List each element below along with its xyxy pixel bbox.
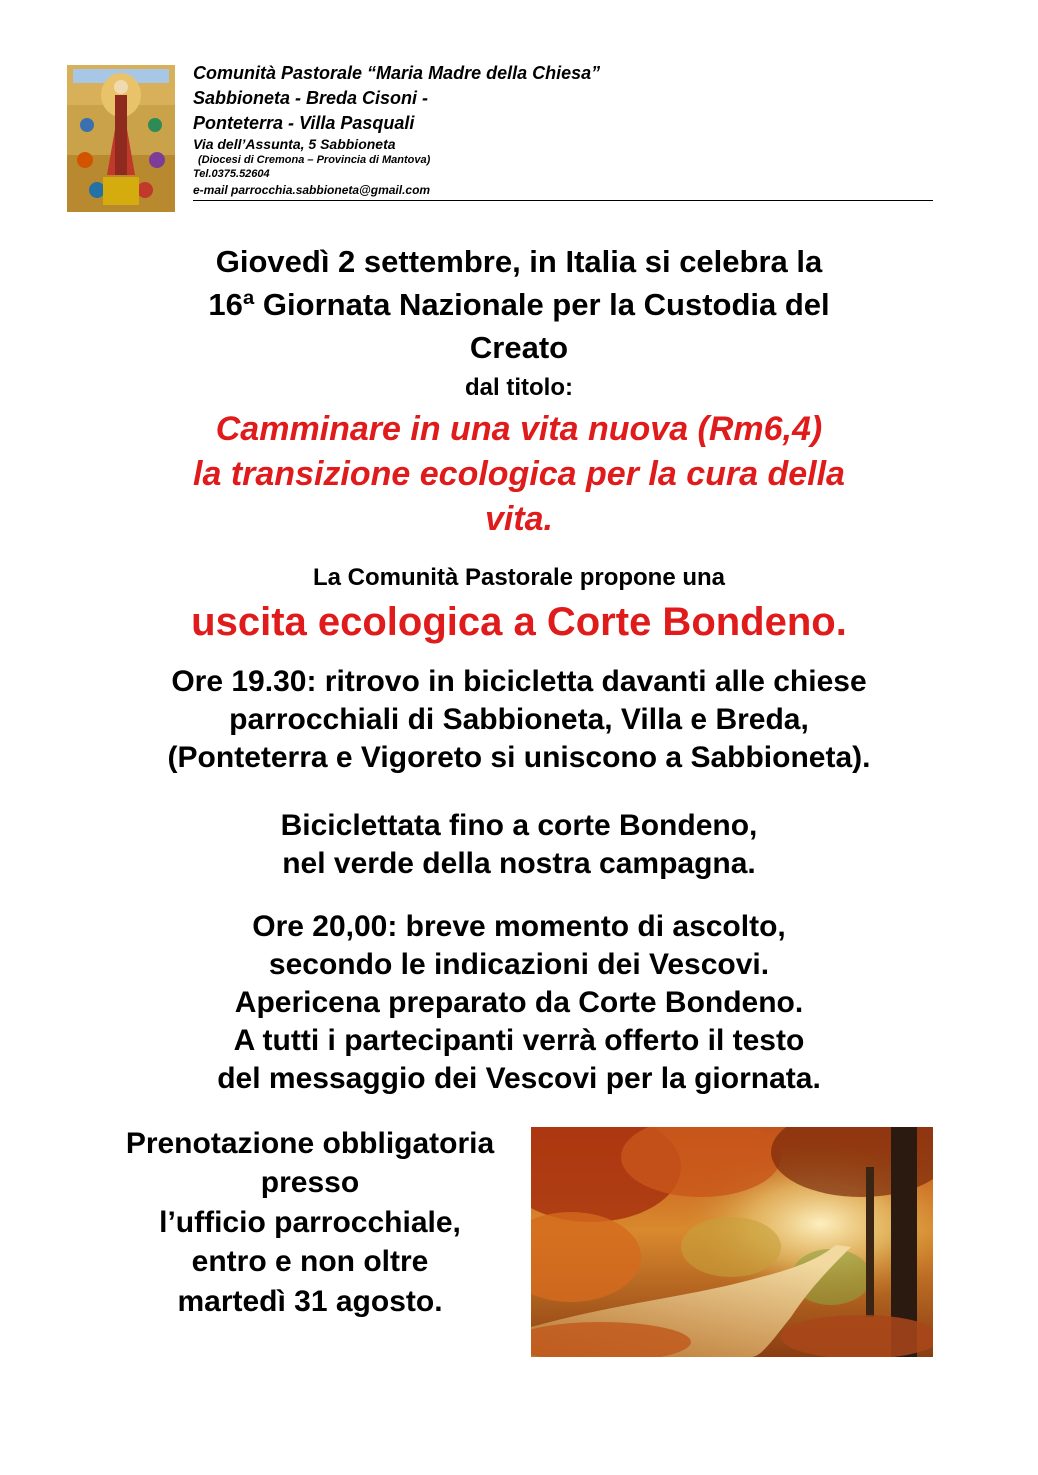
booking-line-5: martedì 31 agosto. <box>177 1285 443 1318</box>
schedule-p1-line-3: (Ponteterra e Vigoreto si uniscono a Sabbioneta). <box>167 741 871 774</box>
schedule-p3-line-2: secondo le indicazioni dei Vescovi. <box>268 948 770 981</box>
schedule-p1-line-1: Ore 19.30: ritrovo in bicicletta davanti alle chiese <box>171 665 867 698</box>
booking-line-2: presso <box>260 1166 360 1199</box>
schedule-p3-line-1: Ore 20,00: breve momento di ascolto, <box>252 910 786 943</box>
parish-logo <box>67 65 175 212</box>
theme-line-1: Camminare in una vita nuova (Rm6,4) <box>215 410 823 448</box>
parishes-line-2: Ponteterra - Villa Pasquali <box>193 113 415 133</box>
announcement-line-1: Giovedì 2 settembre, in Italia si celebra la <box>215 244 823 279</box>
parishes-line-1: Sabbioneta - Breda Cisoni - <box>193 88 429 108</box>
schedule-p3-line-4: A tutti i partecipanti verrà offerto il testo <box>233 1024 805 1057</box>
schedule-p2-line-1: Biciclettata fino a corte Bondeno, <box>280 809 758 842</box>
diocese: (Diocesi di Cremona – Provincia di Mantova) <box>198 154 431 166</box>
header-rule <box>193 200 933 201</box>
schedule-p1-line-2: parrocchiali di Sabbioneta, Villa e Breda, <box>229 703 809 736</box>
madonna-icon <box>67 65 175 212</box>
announcement-line-3: Creato <box>469 330 569 365</box>
schedule-p3-line-3: Apericena preparato da Corte Bondeno. <box>234 986 804 1019</box>
address: Via dell’Assunta, 5 Sabbioneta <box>193 136 396 152</box>
booking-line-1: Prenotazione obbligatoria <box>125 1127 495 1160</box>
theme-line-2: la transizione ecologica per la cura della <box>193 455 845 493</box>
telephone: Tel.0375.52604 <box>193 168 270 180</box>
email: e-mail parrocchia.sabbioneta@gmail.com <box>193 183 431 197</box>
schedule-p3-line-5: del messaggio dei Vescovi per la giornata. <box>217 1062 821 1095</box>
proposal-headline: uscita ecologica a Corte Bondeno. <box>191 600 847 644</box>
announcement-subtitle: dal titolo: <box>465 374 573 401</box>
autumn-forest-photo <box>531 1127 933 1357</box>
schedule-p2-line-2: nel verde della nostra campagna. <box>282 847 756 880</box>
booking-line-4: entro e non oltre <box>191 1245 429 1278</box>
theme-line-3: vita. <box>484 500 554 538</box>
forest-path-icon <box>531 1127 933 1357</box>
proposal-intro: La Comunità Pastorale propone una <box>312 564 726 591</box>
booking-line-3: l’ufficio parrocchiale, <box>159 1206 461 1239</box>
announcement-line-2: 16ª Giornata Nazionale per la Custodia del <box>208 287 830 322</box>
community-title: Comunità Pastorale “Maria Madre della Chiesa” <box>193 63 601 83</box>
